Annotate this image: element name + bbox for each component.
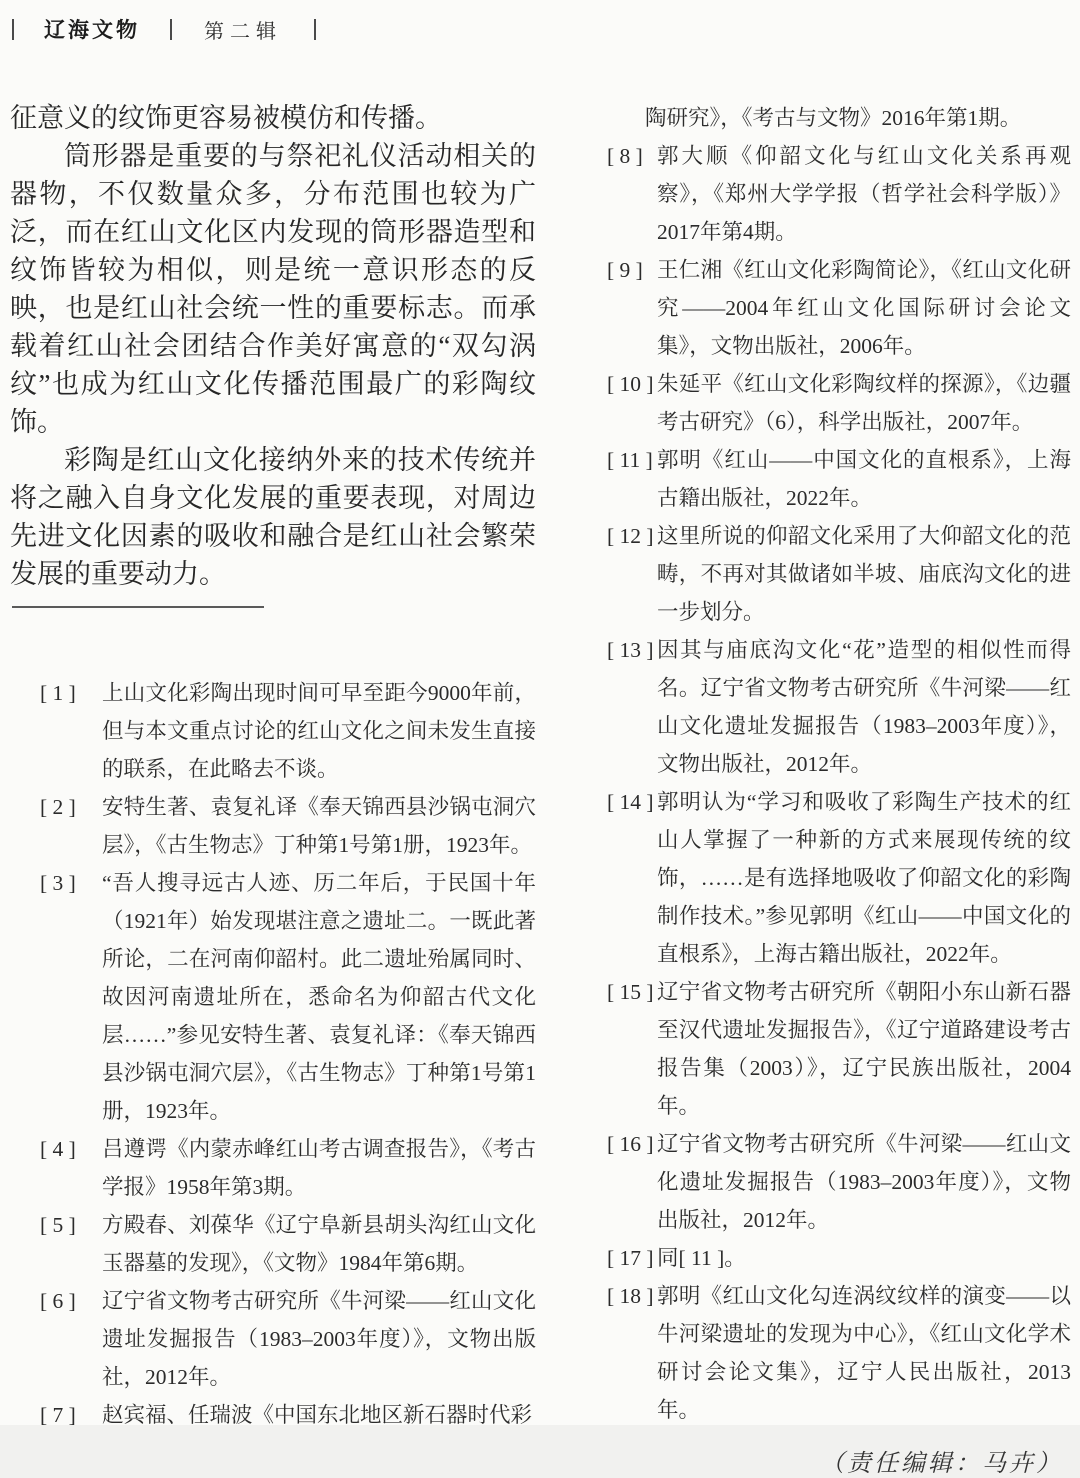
body-paragraph: 筒形器是重要的与祭祀礼仪活动相关的器物，不仅数量众多，分布范围也较为广泛，而在红山文化区内发现的筒形器造型和纹饰皆较为相似，则是统一意识形态的反映，也是红山社会统一性的重要标志。而承载着红山社会团结合作美好寓意的“双勾涡纹”也成为红山文化传播范围最广的彩陶纹饰。 xyxy=(10,141,536,437)
footnote-marker: [ 5 ] xyxy=(40,1213,76,1237)
footnote-text: 辽宁省文物考古研究所《牛河梁——红山文化遗址发掘报告（1983–2003年度）》，文物出版社，2012年。 xyxy=(102,1289,536,1389)
footnote-text: 安特生著、袁复礼译《奉天锦西县沙锅屯洞穴层》，《古生物志》丁种第1号第1册，1923年。 xyxy=(102,795,536,857)
footnote-text: 郭明《红山——中国文化的直根系》，上海古籍出版社，2022年。 xyxy=(657,448,1071,510)
left-column xyxy=(10,99,536,1434)
footnote-marker: [ 3 ] xyxy=(40,871,76,895)
footnote-text: 郭大顺《仰韶文化与红山文化关系再观察》，《郑州大学学报（哲学社会科学版）》2017年第4期。 xyxy=(657,144,1071,244)
footnote-marker: [ 4 ] xyxy=(40,1137,76,1161)
footnote-item xyxy=(10,788,536,864)
footnote-item xyxy=(565,1239,1071,1277)
footnote-continuation: 陶研究》，《考古与文物》2016年第1期。 xyxy=(645,106,1022,130)
footnote-text: 郭明《红山文化勾连涡纹纹样的演变——以牛河梁遗址的发现为中心》，《红山文化学术研讨会论文集》，辽宁人民出版社，2013年。 xyxy=(657,1284,1071,1422)
footnote-text: “吾人搜寻远古人迹、历二年后，于民国十年（1921年）始发现堪注意之遗址二。一既此著所论，二在河南仰韶村。此二遗址殆属同时、故因河南遗址所在，悉命名为仰韶古代文化层……”参见安特生著、袁复礼译：《奉天锦西县沙锅屯洞穴层》，《古生物志》丁种第1号第1册，1923年。 xyxy=(102,871,536,1123)
footnote-marker: [ 9 ] xyxy=(607,258,643,282)
footnote-item xyxy=(565,631,1071,783)
footnote-item xyxy=(10,1282,536,1396)
footnotes-left xyxy=(10,674,536,1434)
separator-bar-icon xyxy=(314,19,316,40)
footnote-item xyxy=(565,441,1071,517)
footnote-marker: [ 1 ] xyxy=(40,681,76,705)
footnote-item xyxy=(565,365,1071,441)
footnote-marker: [ 10 ] xyxy=(607,372,654,396)
body-paragraphs xyxy=(10,99,536,593)
separator-bar-icon xyxy=(12,19,14,40)
footnote-item xyxy=(10,1396,536,1434)
body-paragraph: 彩陶是红山文化接纳外来的技术传统并将之融入自身文化发展的重要表现，对周边先进文化因素的吸收和融合是红山社会繁荣发展的重要动力。 xyxy=(10,445,536,589)
footnote-text: 辽宁省文物考古研究所《朝阳小东山新石器至汉代遗址发掘报告》，《辽宁道路建设考古报告集（2003）》，辽宁民族出版社，2004年。 xyxy=(657,980,1071,1118)
footnote-item xyxy=(565,517,1071,631)
footnote-marker: [ 15 ] xyxy=(607,980,654,1004)
footnote-text: 方殿春、刘葆华《辽宁阜新县胡头沟红山文化玉器墓的发现》，《文物》1984年第6期。 xyxy=(102,1213,536,1275)
footnote-marker: [ 2 ] xyxy=(40,795,76,819)
footnote-text: 吕遵谔《内蒙赤峰红山考古调查报告》，《考古学报》1958年第3期。 xyxy=(102,1137,536,1199)
footnote-item xyxy=(10,1206,536,1282)
footnote-marker: [ 8 ] xyxy=(607,144,643,168)
footnote-text: 朱延平《红山文化彩陶纹样的探源》，《边疆考古研究》（6），科学出版社，2007年。 xyxy=(657,372,1071,434)
journal-title: 辽海文物 xyxy=(44,19,140,42)
footnote-text: 上山文化彩陶出现时间可早至距今9000年前，但与本文重点讨论的红山文化之间未发生直接的联系，在此略去不谈。 xyxy=(102,681,536,781)
footnote-text: 辽宁省文物考古研究所《牛河梁——红山文化遗址发掘报告（1983–2003年度）》，文物出版社，2012年。 xyxy=(657,1132,1071,1232)
footnote-item xyxy=(10,864,536,1130)
volume-label: 第二辑 xyxy=(204,20,282,43)
right-column xyxy=(565,99,1071,1478)
footnote-item xyxy=(565,1125,1071,1239)
footnotes-right xyxy=(565,137,1071,1429)
footnote-marker: [ 12 ] xyxy=(607,524,654,548)
editor-credit: （责任编辑：马卉） xyxy=(820,1451,1063,1477)
footnote-item xyxy=(565,783,1071,973)
footnote-marker: [ 16 ] xyxy=(607,1132,654,1156)
footnote-text: 这里所说的仰韶文化采用了大仰韶文化的范畴，不再对其做诸如半坡、庙底沟文化的进一步划分。 xyxy=(657,524,1071,624)
footnote-marker: [ 17 ] xyxy=(607,1246,654,1270)
footnote-marker: [ 13 ] xyxy=(607,638,654,662)
footnote-marker: [ 11 ] xyxy=(607,448,653,472)
footnote-marker: [ 18 ] xyxy=(607,1284,654,1308)
footnote-item xyxy=(565,251,1071,365)
footnote-text: 赵宾福、任瑞波《中国东北地区新石器时代彩 xyxy=(102,1403,533,1427)
footnote-marker: [ 7 ] xyxy=(40,1403,76,1427)
running-head xyxy=(12,14,316,44)
body-paragraph: 征意义的纹饰更容易被模仿和传播。 xyxy=(10,103,442,133)
footnote-text: 王仁湘《红山文化彩陶简论》，《红山文化研究——2004年红山文化国际研讨会论文集》，文物出版社，2006年。 xyxy=(657,258,1071,358)
footnote-marker: [ 6 ] xyxy=(40,1289,76,1313)
footnote-text: 因其与庙底沟文化“花”造型的相似性而得名。辽宁省文物考古研究所《牛河梁——红山文化遗址发掘报告（1983–2003年度）》，文物出版社，2012年。 xyxy=(657,638,1071,776)
footnote-item xyxy=(565,1277,1071,1429)
footnote-item xyxy=(565,137,1071,251)
footnote-marker: [ 14 ] xyxy=(607,790,654,814)
separator-bar-icon xyxy=(170,19,172,40)
footnote-item xyxy=(10,1130,536,1206)
footnote-item xyxy=(10,674,536,788)
footnote-item xyxy=(565,973,1071,1125)
footnote-separator-rule xyxy=(12,606,264,608)
footnote-text: 郭明认为“学习和吸收了彩陶生产技术的红山人掌握了一种新的方式来展现传统的纹饰，……是有选择地吸收了仰韶文化的彩陶制作技术。”参见郭明《红山——中国文化的直根系》，上海古籍出版社，2022年。 xyxy=(657,790,1071,966)
footnote-text: 同[ 11 ]。 xyxy=(657,1246,746,1270)
